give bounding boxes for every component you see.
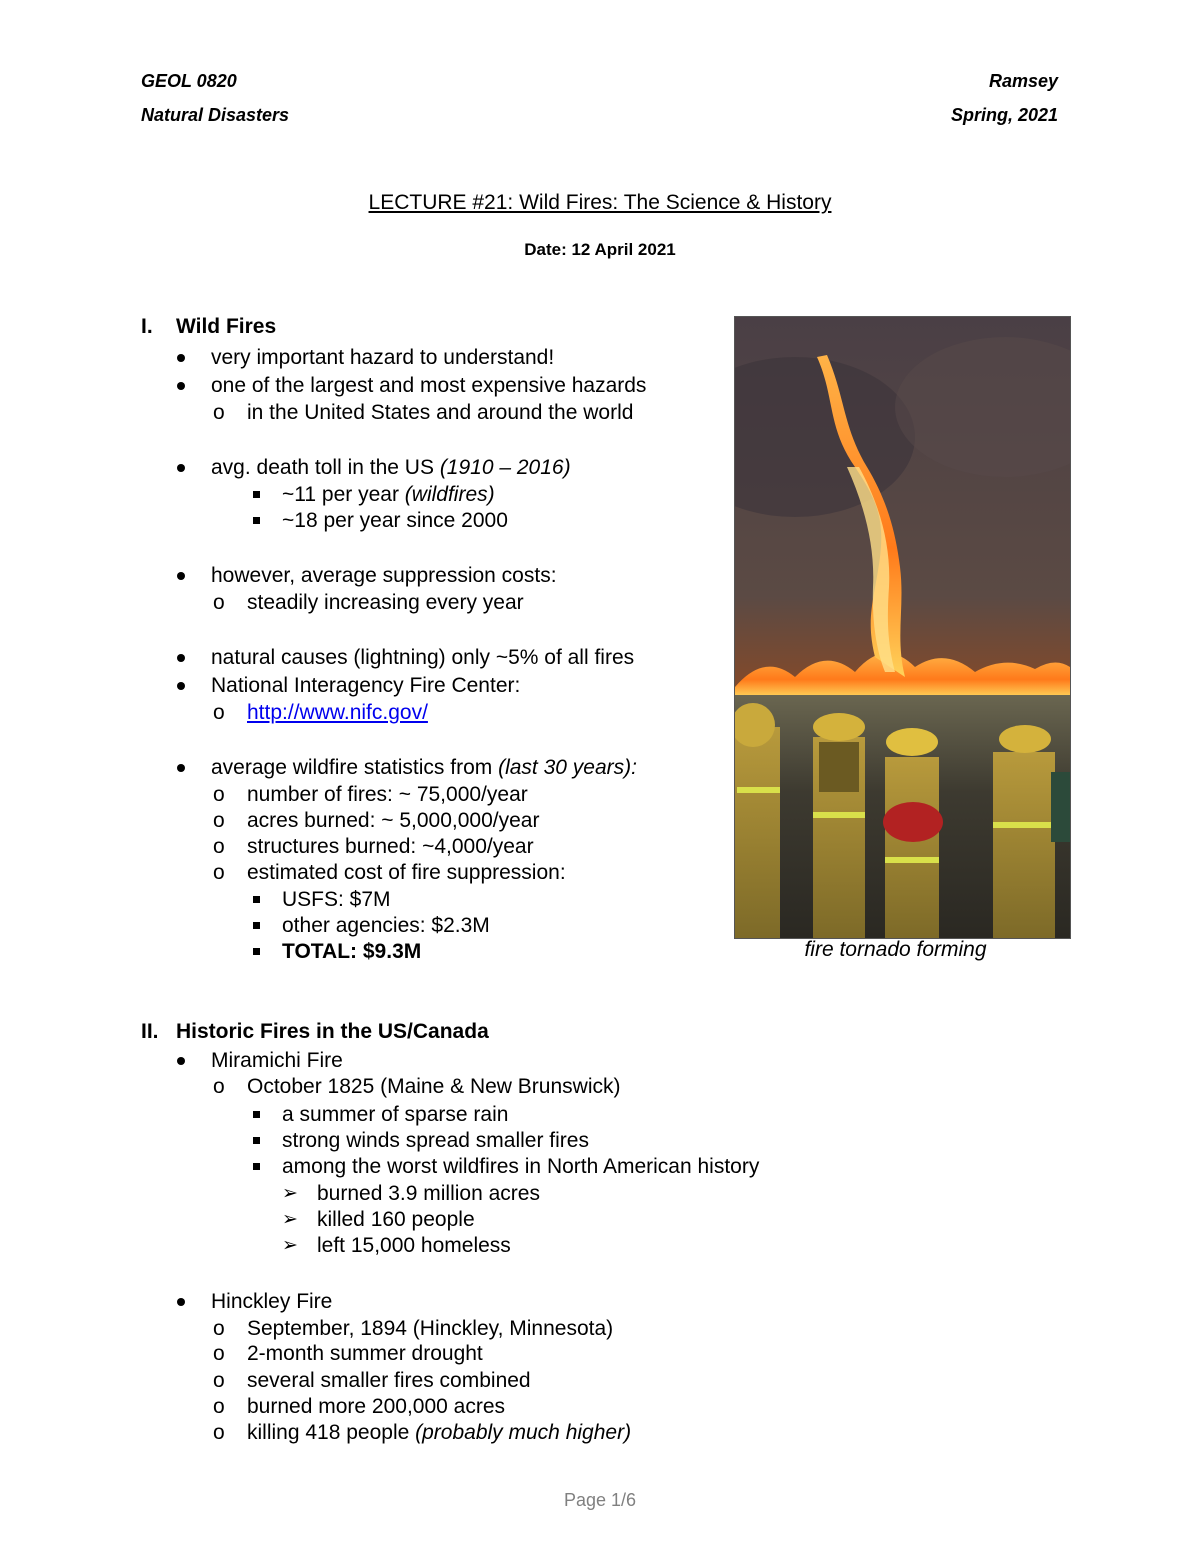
bullet-square-icon <box>253 896 260 903</box>
bullet-circle-icon: o <box>213 1342 225 1365</box>
bullet-dot-icon <box>177 464 185 472</box>
list-item: very important hazard to understand! <box>211 345 554 371</box>
term: Spring, 2021 <box>950 105 1058 125</box>
list-item: natural causes (lightning) only ~5% of all fires <box>211 645 634 671</box>
bullet-circle-icon: o <box>213 701 225 724</box>
section-title: Historic Fires in the US/Canada <box>176 1020 489 1043</box>
list-item: o September, 1894 (Hinckley, Minnesota) <box>213 1317 614 1340</box>
list-item: other agencies: $2.3M <box>282 913 490 939</box>
bullet-square-icon <box>253 1163 260 1170</box>
bullet-dot-icon <box>177 764 185 772</box>
bullet-dot-icon <box>177 1057 185 1065</box>
bullet-square-icon <box>253 517 260 524</box>
page-number: Page 1/6 <box>563 1490 637 1510</box>
list-item: ~11 per year (wildfires) <box>282 482 495 508</box>
list-item: o estimated cost of fire suppression: <box>213 861 566 884</box>
bullet-circle-icon: o <box>213 1317 225 1340</box>
course-name: Natural Disasters <box>141 105 290 125</box>
list-item: National Interagency Fire Center: <box>211 673 520 699</box>
list-item: o structures burned: ~4,000/year <box>213 835 534 858</box>
section-title: Wild Fires <box>176 315 277 338</box>
list-item: average wildfire statistics from (last 30 years): <box>211 755 637 781</box>
fire-tornado-photo <box>734 316 1071 939</box>
bullet-circle-icon: o <box>213 1421 225 1444</box>
bullet-square-icon <box>253 922 260 929</box>
course-code: GEOL 0820 <box>141 71 237 91</box>
bullet-circle-icon: o <box>213 861 225 884</box>
bullet-dot-icon <box>177 354 185 362</box>
list-item: one of the largest and most expensive hazards <box>211 373 646 399</box>
section-heading-wild-fires <box>141 315 276 339</box>
list-item: o acres burned: ~ 5,000,000/year <box>213 809 540 832</box>
list-item: avg. death toll in the US (1910 – 2016) <box>211 455 571 481</box>
list-item: strong winds spread smaller fires <box>282 1128 589 1154</box>
bullet-circle-icon: o <box>213 1369 225 1392</box>
list-item: Hinckley Fire <box>211 1289 332 1315</box>
list-item: o steadily increasing every year <box>213 591 524 614</box>
list-item: o in the United States and around the world <box>213 401 634 424</box>
list-item: Miramichi Fire <box>211 1048 343 1074</box>
bullet-dot-icon <box>177 1298 185 1306</box>
list-item: o number of fires: ~ 75,000/year <box>213 783 528 806</box>
bullet-square-icon <box>253 1111 260 1118</box>
bullet-dot-icon <box>177 382 185 390</box>
lecture-date: Date: 12 April 2021 <box>524 240 676 259</box>
list-item: USFS: $7M <box>282 887 391 913</box>
list-item: o 2-month summer drought <box>213 1342 483 1365</box>
section-number: I. <box>141 315 153 338</box>
list-item: ➢ left 15,000 homeless <box>282 1234 511 1257</box>
bullet-dot-icon <box>177 572 185 580</box>
bullet-circle-icon: o <box>213 835 225 858</box>
list-item: o October 1825 (Maine & New Brunswick) <box>213 1075 621 1098</box>
list-item: o killing 418 people (probably much higher) <box>213 1421 632 1444</box>
bullet-square-icon <box>253 948 260 955</box>
bullet-circle-icon: o <box>213 591 225 614</box>
arrow-bullet-icon: ➢ <box>282 1183 298 1204</box>
bullet-circle-icon: o <box>213 1075 225 1098</box>
figure-caption: fire tornado forming <box>804 938 987 961</box>
bullet-circle-icon: o <box>213 809 225 832</box>
list-item: o burned more 200,000 acres <box>213 1395 505 1418</box>
list-item: ➢ burned 3.9 million acres <box>282 1182 540 1205</box>
list-item <box>213 700 428 726</box>
lecture-title: LECTURE #21: Wild Fires: The Science & History <box>368 191 832 214</box>
list-item: a summer of sparse rain <box>282 1102 508 1128</box>
list-item: o several smaller fires combined <box>213 1369 531 1392</box>
bullet-circle-icon: o <box>213 1395 225 1418</box>
section-number: II. <box>141 1020 159 1043</box>
bullet-circle-icon: o <box>213 783 225 806</box>
list-item: TOTAL: $9.3M <box>282 939 421 965</box>
arrow-bullet-icon: ➢ <box>282 1209 298 1230</box>
bullet-square-icon <box>253 491 260 498</box>
bullet-dot-icon <box>177 682 185 690</box>
arrow-bullet-icon: ➢ <box>282 1235 298 1256</box>
bullet-circle-icon: o <box>213 401 225 424</box>
list-item: however, average suppression costs: <box>211 563 557 589</box>
nifc-link[interactable]: http://www.nifc.gov/ <box>247 701 428 724</box>
instructor-name: Ramsey <box>988 71 1058 91</box>
list-item: ➢ killed 160 people <box>282 1208 475 1231</box>
bullet-square-icon <box>253 1137 260 1144</box>
bullet-dot-icon <box>177 654 185 662</box>
list-item: ~18 per year since 2000 <box>282 508 508 534</box>
section-heading-historic-fires <box>141 1020 489 1044</box>
list-item: among the worst wildfires in North American history <box>282 1154 759 1180</box>
